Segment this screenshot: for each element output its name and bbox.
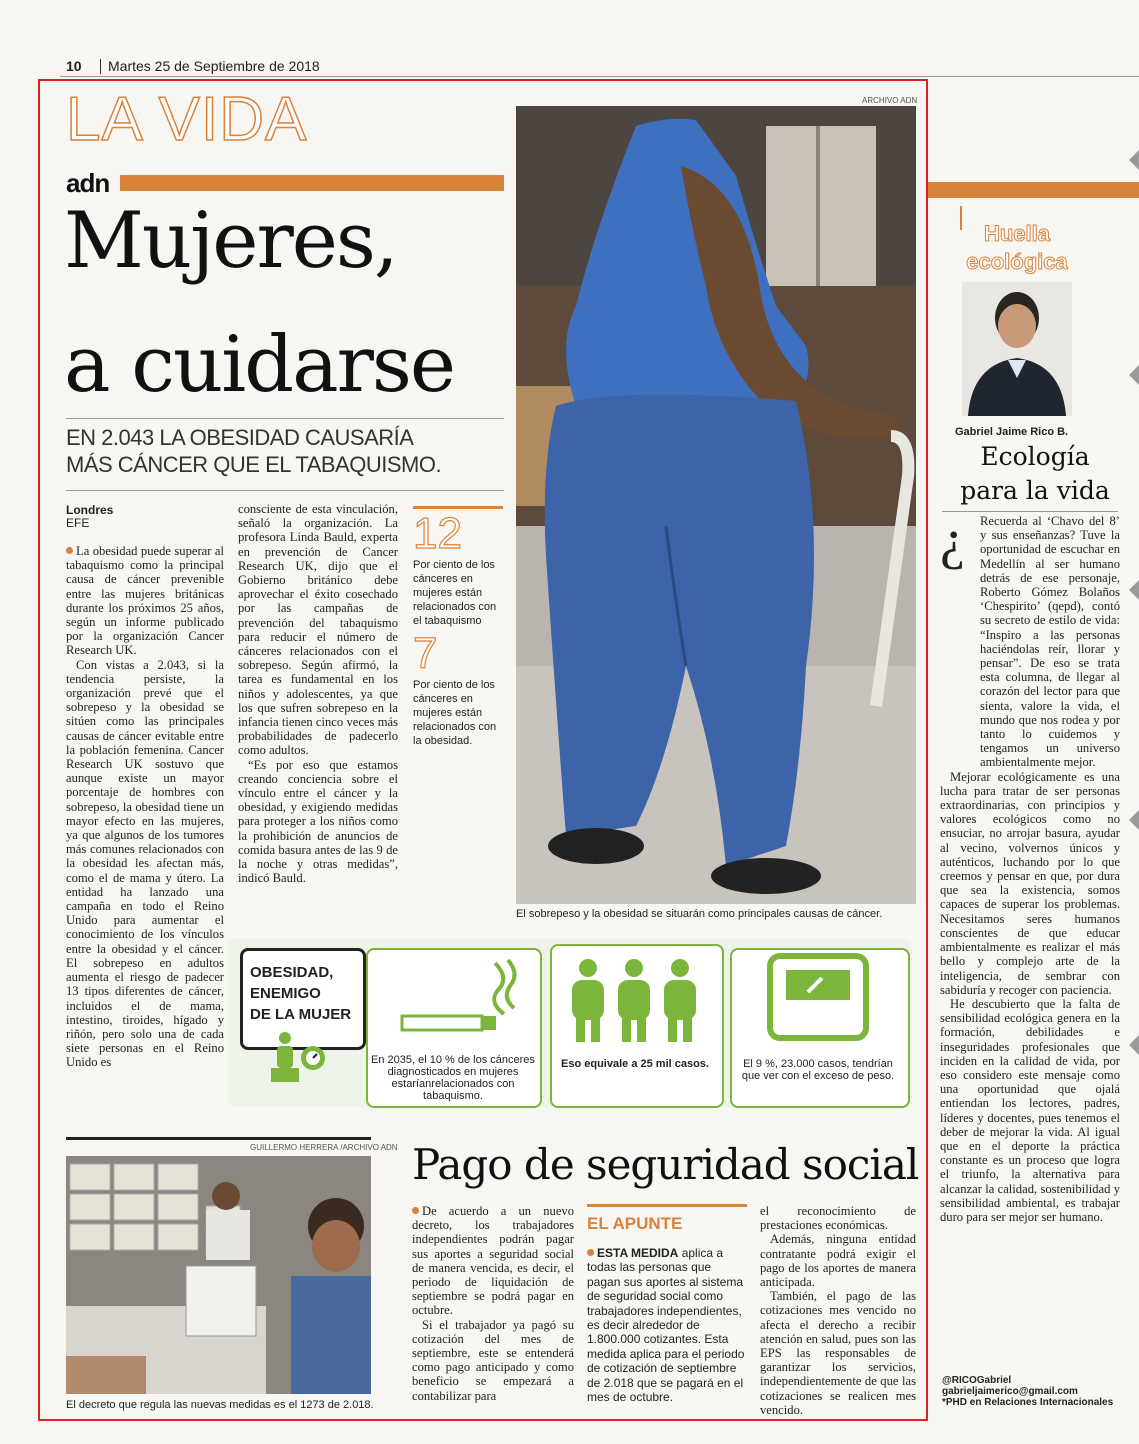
second-photo-caption: El decreto que regula las nuevas medidas es el 1273 de 2.018.: [66, 1399, 374, 1411]
apunte-text: [587, 1246, 747, 1404]
bullet-dot: [412, 1207, 419, 1214]
header-rule: [60, 76, 1139, 77]
margin-marks: [1124, 150, 1139, 1300]
scale-icon: [265, 1030, 335, 1090]
author-photo: [962, 282, 1072, 416]
apunte-label: EL APUNTE: [587, 1214, 683, 1233]
signature-handle: @RICOGabriel: [942, 1375, 1012, 1386]
main-headline-line1: Mujeres,: [64, 196, 397, 286]
article-paragraph: “Es por eso que estamos creando conciencia sobre el vínculo entre el cáncer y la obesidad, y exigiendo medidas para proteger a los niños como la prohibición de anuncios de comida basura antes de las 9 de la noche y otras medidas”, indicó Bauld.: [238, 757, 398, 886]
column-title-line1: Ecología: [980, 442, 1090, 471]
second-article-rule: [66, 1137, 371, 1140]
infographic-title-line2: ENEMIGO: [250, 985, 321, 1002]
second-headline: Pago de seguridad social: [412, 1140, 919, 1189]
column-author: Gabriel Jaime Rico B.: [955, 426, 1069, 438]
weight-scale-icon: [764, 952, 874, 1042]
column-body: [940, 514, 1120, 1224]
column-bar: [928, 182, 1139, 198]
signature-credential: *PHD en Relaciones Internacionales: [942, 1397, 1114, 1408]
column-title-line2: para la vida: [960, 476, 1110, 505]
column-title: [940, 440, 1130, 508]
article-column-2: [238, 502, 398, 885]
second-photo-credit: GUILLERMO HERRERA /ARCHIVO ADN: [250, 1143, 398, 1152]
article-paragraph: La obesidad puede superar al tabaquismo como la principal causa de cáncer prevenible entre las mujeres británicas durante los próximos 25 años, según un informe publicado por la organización Cancer Research UK.: [66, 544, 224, 658]
stat-number-2: 7: [413, 629, 438, 678]
office-photo-illustration: [66, 1156, 371, 1394]
column-signature: [942, 1375, 1113, 1408]
second-article-column-1: [412, 1204, 574, 1403]
column-label: [962, 220, 1072, 276]
infographic-text-3: El 9 %, 23.000 casos, tendrían que ver con el exceso de peso.: [741, 1058, 895, 1082]
second-article-column-3: [760, 1204, 916, 1417]
column-paragraph: Recuerda al ‘Chavo del 8’ y sus enseñanzas? Tuve la oportunidad de escuchar en Medellín al ser humano detrás de ese personaje, Roberto Gómez Bolaños ‘Chespirito’ (qepd), contó su secreto de estilo de vida: “Inspiro a las personas haciéndolas reír, llorar y pensar”. De eso se trata esta columna, de llegar al corazón del lector para que sienta, valore la vida, el mundo que nos rodea y por tanto lo cuidemos y tengamos un universo ambientalmente mejor.: [980, 514, 1120, 770]
infographic-title: [250, 962, 351, 1025]
second-photo: [66, 1156, 371, 1394]
article-paragraph: También, el pago de las cotizaciones mes vencido no afecta el derecho a recibir atención en salud, pues son las EPS las responsables de garantizar los servicios, independientemente de que las cotizaciones se realicen mes vencido.: [760, 1289, 916, 1417]
main-headline-line2: a cuidarse: [64, 320, 455, 410]
apunte-body: aplica a todas las personas que pagan sus aportes al sistema de seguridad social como trabajadores independientes, es decir alrededor de 1.800.000 cotizantes. Esta medida aplica para el periodo de cotización de septiembre de 2.018 que se pagará en el mes de octubre.: [587, 1246, 745, 1405]
infographic-text-1: En 2035, el 10 % de los cánceres diagnosticados en mujeres estaríanrelacionados con tabaquismo.: [371, 1054, 535, 1102]
subhead-rule: [66, 490, 504, 491]
apunte-lead: ESTA MEDIDA: [597, 1246, 679, 1260]
article-paragraph: el reconocimiento de prestaciones económicas.: [760, 1204, 916, 1233]
photo-credit: ARCHIVO ADN: [862, 96, 918, 105]
subhead-line2: MÁS CÁNCER QUE EL TABAQUISMO.: [66, 452, 442, 477]
headline-rule: [66, 418, 504, 419]
dateline-city: Londres: [66, 503, 114, 517]
people-icon: [564, 956, 704, 1046]
dateline-agency: EFE: [66, 516, 90, 530]
bullet-dot: [66, 547, 73, 554]
page-number: 10: [66, 58, 82, 74]
photo-caption: El sobrepeso y la obesidad se situarán como principales causas de cáncer.: [516, 908, 883, 920]
apunte-rule: [587, 1204, 747, 1207]
section-title: LA VIDA: [66, 85, 308, 154]
article-paragraph: Con vistas a 2.043, si la tendencia persiste, la organización prevé que el sobrepeso y la obesidad se sitúen como las principales causas de cáncer evitable entre la población femenina. Cancer Research UK sostuvo que aunque existe un mayor porcentaje de hombres con sobrepeso, la obesidad tiene un mayor efecto en las mujeres, ya que algunos de los tumores más comunes relacionados con la obesidad les afectan más, como el de mama y útero. La entidad ha lanzado una campaña en todo el Reino Unido para aumentar el conocimiento de los vínculos entre la obesidad y el cáncer. El sobrepeso en adultos aumenta el riesgo de padecer 13 tipos diferentes de cáncer, incluidos el de mama, intestino, tiroides, hígado y riñón, pero solo una de cada siete personas en el Reino Unido es: [66, 657, 224, 1070]
cigarette-icon: [400, 958, 520, 1038]
article-paragraph: consciente de esta vinculación, señaló la organización. La profesora Linda Bauld, experta en prevención de Cancer Research UK, dijo que el Gobierno británico debe aprovechar el éxito cosechado por las campañas de prevención del tabaquismo para reducir el número de cánceres relacionados con el sobrepeso. Según afirmó, la tarea es fundamental en los niños y adolescentes, ya que los que sufren sobrepeso en la infancia tienen cinco veces más probabilidades de padecerlo como adultos.: [238, 502, 398, 758]
column-label-line2: ecológica: [966, 249, 1068, 274]
article-paragraph: De acuerdo a un nuevo decreto, los trabajadores independientes podrán pagar sus aportes a seguridad social de manera vencida, es decir, el periodo de liquidación de septiembre se podrá pagar en octubre.: [412, 1204, 574, 1318]
author-portrait: [962, 282, 1072, 416]
column-paragraph: He descubierto que la falta de sensibilidad ecológica genera en la formación, debilidades e inseguridades profesionales que inciden en la calidad de vida, por eso considero este mensaje como una oportunidad que ojalá entiendan los lectores, padres, líderes y docentes, pues tenemos el deber de mejorar la vida. Al igual que en el deporte la práctica constante es un proceso que logra el triunfo, la alternativa para alcanzar la calidad, sostenibilidad y sensibilidad ambiental, es trabajar duro para ser mejor ser humano.: [940, 996, 1120, 1224]
stat-number-1: 12: [413, 509, 462, 558]
main-photo: [516, 106, 916, 904]
page-date: Martes 25 de Septiembre de 2018: [108, 58, 320, 74]
column-label-line1: Huella: [983, 221, 1051, 246]
column-title-rule: [942, 511, 1118, 512]
infographic-text-2: Eso equivale a 25 mil casos.: [561, 1058, 709, 1070]
article-paragraph: Si el trabajador ya pagó su cotización del mes de septiembre, este se entenderá como pago anticipado y como beneficio se empezará a contabilizar para: [412, 1317, 574, 1403]
signature-email: gabrieljaimerico@gmail.com: [942, 1386, 1078, 1397]
article-paragraph: Además, ninguna entidad contratante podrá exigir el pago de los aportes de manera anticipada.: [760, 1232, 916, 1290]
brand-logo: adn: [66, 168, 110, 198]
section-bar: [120, 175, 504, 191]
infographic-title-line3: DE LA MUJER: [250, 1006, 352, 1023]
bullet-dot: [587, 1249, 594, 1256]
header-divider: [100, 59, 101, 74]
stat-text-1: Por ciento de los cánceres en mujeres están relacionados con el tabaquismo: [413, 559, 497, 627]
subhead-line1: EN 2.043 LA OBESIDAD CAUSARÍA: [66, 425, 414, 450]
photo-illustration: [516, 106, 916, 904]
stat-text-2: Por ciento de los cánceres en mujeres están relacionados con la obesidad.: [413, 679, 497, 747]
article-column-1: [66, 544, 224, 1070]
column-paragraph: Mejorar ecológicamente es una lucha para tratar de ser personas extraordinarias, con principios y valores ecológicos como no ensuciar, no arrojar basura, ayudar al vecino, volvernos únicos y auténticos, luchando por lo que creemos y pensar en que, por dura que sea la existencia, somos capaces de superar los problemas. Necesitamos seres humanos conscientes de que educar ambientalmente es realizar el más bello y complejo arte de la inteligencia, de sembrar con sabiduría y recoger con paciencia.: [940, 769, 1120, 997]
infographic-title-line1: OBESIDAD,: [250, 964, 334, 981]
column-dropcap: ¿: [940, 509, 965, 571]
